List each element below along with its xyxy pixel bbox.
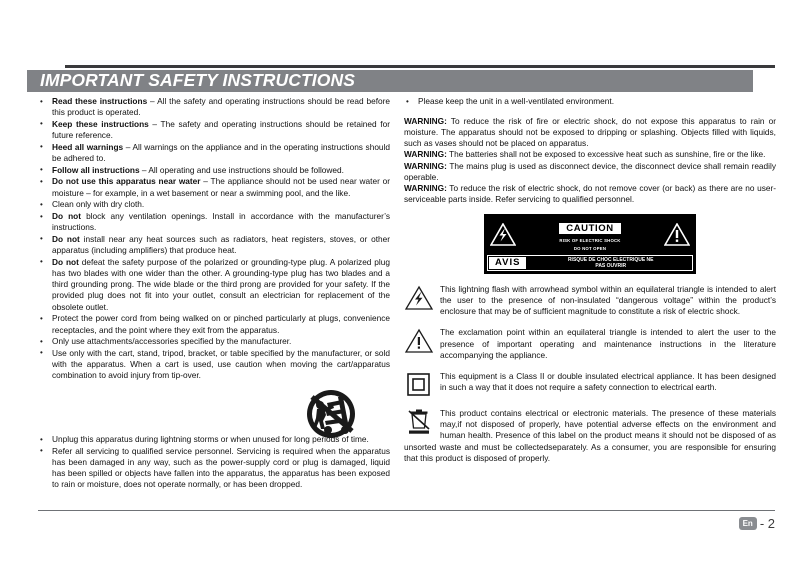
list-item	[38, 257, 390, 313]
warning-paragraph	[404, 183, 776, 205]
list-item	[38, 176, 390, 198]
symbol-block-double-insulation	[404, 371, 776, 398]
ventilation-note-list	[404, 96, 776, 107]
list-item-text: block any ventilation openings. Install in accordance with the manufacturer’s instructions.	[52, 211, 390, 233]
warning-text: The batteries shall not be exposed to excessive heat such as sunshine, fire or the like.	[446, 149, 766, 160]
list-item-text: – The appliance should not be used near water or moisture – for example, in a wet basement or near a swimming pool, and the like.	[52, 176, 390, 198]
warning-label: WARNING:	[404, 160, 447, 171]
list-item	[38, 336, 390, 347]
warning-label: WARNING:	[404, 149, 447, 160]
list-item	[38, 446, 390, 491]
list-item-lead: Heed all warnings	[52, 141, 124, 152]
avis-line1: RISQUE DE CHOC ELECTRIQUE NE	[567, 256, 654, 263]
warning-text: The mains plug is used as disconnect device, the disconnect device shall remain readily operable.	[404, 160, 776, 182]
warning-text: To reduce the risk of electric shock, do not remove cover (or back) as there are no user-serviceable parts inside. Refer servicing to qualified personnel.	[404, 182, 776, 205]
list-item	[38, 142, 390, 164]
safety-instructions-list-top	[38, 96, 390, 382]
list-item-text: Clean only with dry cloth.	[52, 199, 145, 210]
list-item	[38, 119, 390, 141]
language-badge: En	[739, 517, 757, 530]
left-column-lower	[38, 434, 390, 491]
list-item-lead: Do not use this apparatus near water	[52, 176, 201, 187]
caution-word: CAUTION	[558, 222, 621, 235]
list-item-text: Unplug this apparatus during lightning storms or when unused for long periods of time.	[52, 434, 369, 444]
list-item-text: – All operating and use instructions should be followed.	[139, 164, 344, 175]
list-item	[38, 199, 390, 210]
list-item-text: Refer all servicing to qualified service personnel. Servicing is required when the apparatus has been damaged in any way, such as the power-supply cord or plug is damaged, liquid has been spilled or objects have fallen into the apparatus, the apparatus has been exposed to rain or moisture, does not operate normally, or has been dropped.	[52, 445, 390, 490]
warning-label: WARNING:	[404, 182, 447, 193]
symbol-text-double-insulation: This equipment is a Class II or double insulated electrical appliance. It has been designed in such a way that it does not require a safety connection to electrical earth.	[440, 370, 776, 393]
exclamation-triangle-icon	[664, 223, 690, 246]
warnings-group	[404, 116, 776, 206]
warning-label: WARNING:	[404, 115, 447, 126]
list-item-text: defeat the safety purpose of the polarized or grounding-type plug. A polarized plug has two blades with one wider than the other. A grounding-type plug has two blades and a third grounding prong. The wide blade or the third prong are provided for your safety. If the provided plug does not fit into your outlet, consult an electrician for replacement of the obsolete outlet.	[52, 256, 390, 312]
list-item-lead: Do not	[52, 211, 82, 222]
list-item-lead: Do not	[52, 233, 80, 244]
list-item-lead: Do not	[52, 256, 79, 267]
list-item-text: – All warnings on the appliance and in the operating instructions should be adhered to.	[52, 141, 391, 164]
right-column	[404, 96, 776, 464]
avis-line2: PAS OUVRIR	[595, 262, 627, 269]
avis-word: AVIS	[489, 257, 526, 269]
list-item-text: Protect the power cord from being walked on or pinched particularly at plugs, convenience receptacles, and the point where they exit from the apparatus.	[52, 313, 390, 335]
list-item	[38, 348, 390, 382]
lightning-bolt-triangle-icon	[404, 285, 434, 311]
list-item-text: – The safety and operating instructions should be retained for future reference.	[52, 118, 390, 141]
page-footer	[739, 516, 775, 531]
left-column	[38, 96, 390, 382]
list-item-text: – All the safety and operating instructions should be read before this product is operated.	[52, 96, 390, 118]
list-item	[38, 165, 390, 176]
header-top-rule	[65, 65, 775, 68]
caution-subtext-line2: DO NOT OPEN	[573, 245, 607, 251]
caution-subtext-line1: RISK OF ELECTRIC SHOCK	[559, 238, 621, 244]
page-title: IMPORTANT SAFETY INSTRUCTIONS	[40, 70, 355, 90]
list-item-lead: Read these instructions	[52, 96, 148, 106]
warning-paragraph	[404, 161, 776, 183]
exclamation-triangle-icon	[404, 328, 434, 354]
list-item	[38, 434, 390, 445]
symbol-text-lightning: This lightning flash with arrowhead symbol within an equilateral triangle is intended to alert the user to the presence of non-insulated “dangerous voltage” within the product’s enclosure that may be of sufficient magnitude to constitute a risk of electric shock.	[440, 283, 776, 317]
list-item-text: Please keep the unit in a well-ventilated environment.	[418, 96, 615, 106]
list-item-text: install near any heat sources such as radiators, heat registers, stoves, or other apparatus (including amplifiers) that produce heat.	[52, 233, 390, 256]
symbol-block-exclamation	[404, 327, 776, 361]
symbol-text-exclamation: The exclamation point within an equilateral triangle is intended to alert the user to the presence of important operating and maintenance instructions in the literature accompanying the appliance.	[440, 327, 776, 360]
weee-crossed-out-bin-icon	[404, 409, 434, 435]
list-item	[404, 96, 776, 107]
warning-paragraph	[404, 149, 776, 160]
list-item	[38, 313, 390, 335]
caution-label-graphic	[404, 214, 776, 273]
list-item	[38, 234, 390, 256]
symbol-block-lightning	[404, 284, 776, 318]
list-item-lead: Keep these instructions	[52, 118, 149, 129]
symbol-block-weee	[404, 408, 776, 464]
list-item	[38, 96, 390, 118]
list-item-lead: Follow all instructions	[52, 164, 140, 175]
page-number: - 2	[759, 516, 775, 531]
list-item-text: Use only with the cart, stand, tripod, bracket, or table specified by the manufacturer, or sold with the apparatus. When a cart is used, use caution when moving the cart/apparatus combination to avoid injury from tip-over.	[52, 347, 390, 381]
symbol-text-weee: This product contains electrical or electronic materials. The presence of these materials may,if not disposed of properly, have potential adverse effects on the environment and human health. Presence of this label on the product means it should not be disposed of as unsorted waste and must be collectedseparately. As a consumer, you are responsible for ensuring that this product is disposed of properly.	[404, 407, 776, 463]
lightning-bolt-triangle-icon	[490, 223, 516, 246]
footer-rule	[38, 510, 775, 511]
list-item-text: Only use attachments/accessories specified by the manufacturer.	[52, 336, 292, 347]
double-insulation-square-icon	[404, 372, 434, 398]
warning-text: To reduce the risk of fire or electric shock, do not expose this apparatus to rain or moisture. The apparatus should not be exposed to dripping or splashing. Objects filled with liquids, such as vases should not be placed on apparatus.	[404, 115, 776, 149]
safety-instructions-list-bottom	[38, 434, 390, 491]
list-item	[38, 211, 390, 233]
warning-paragraph	[404, 116, 776, 150]
